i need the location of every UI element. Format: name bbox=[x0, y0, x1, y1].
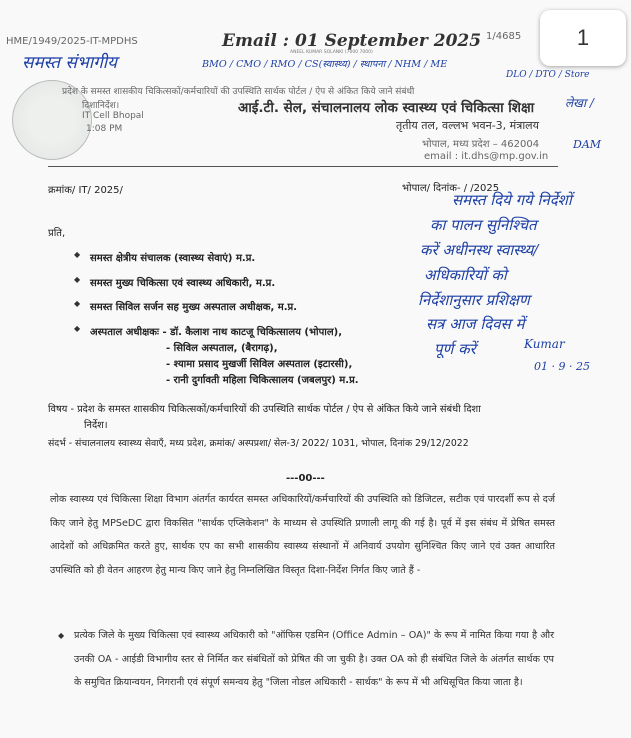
recipient-hospital-head: ◆ अस्पताल अधीक्षकः - डॉ. कैलाश नाथ काटजू चिकित्सालय (भोपाल), bbox=[90, 324, 342, 338]
handwritten-note-5: निर्देशानुसार प्रशिक्षण bbox=[418, 291, 530, 309]
office-name: आई.टी. सेल, संचालनालय लोक स्वास्थ्य एवं चिकित्सा शिक्षा bbox=[238, 100, 535, 116]
time-label: 1:08 PM bbox=[86, 124, 123, 134]
subject-line: विषय - प्रदेश के समस्त शासकीय चिकित्सकों/कर्मचारियों की उपस्थिति सार्थक पोर्टल / ऐप से अंकित किये जाने संबंधी दिशा bbox=[48, 404, 481, 415]
prati-label: प्रति, bbox=[48, 228, 66, 239]
handwritten-accounts: लेखा / bbox=[565, 96, 594, 110]
handwritten-recipients-3: DLO / DTO / Store bbox=[506, 70, 590, 80]
page-number-badge: 1 bbox=[540, 10, 626, 66]
office-address-2: भोपाल, मध्य प्रदेश – 462004 bbox=[422, 139, 540, 150]
reference-code: HME/1949/2025-IT-MPDHS bbox=[6, 36, 138, 47]
subject-line-1: प्रदेश के समस्त शासकीय चिकित्सकों/कर्मचारियों की उपस्थिति सार्थक पोर्टल / ऐप से अंकित किये जाने संबंधी bbox=[62, 87, 415, 97]
handwritten-recipients-2: BMO / CMO / RMO / CS(स्वास्थ्य) / स्थापना / NHM / ME bbox=[202, 59, 448, 70]
recipient-item: ◆ समस्त क्षेत्रीय संचालक (स्वास्थ्य सेवाएं) म.प्र. bbox=[90, 250, 255, 264]
hospital-item: - श्यामा प्रसाद मुखर्जी सिविल अस्पताल (इटारसी), bbox=[166, 359, 353, 370]
letter-number: क्रमांक/ IT/ 2025/ bbox=[48, 185, 123, 196]
handwritten-note-2: का पालन सुनिश्चित bbox=[430, 216, 537, 234]
handwritten-note-1: समस्त दिये गये निर्देशों bbox=[452, 191, 572, 209]
recipient-item: ◆ समस्त सिविल सर्जन सह मुख्य अस्पताल अधीक्षक, म.प्र. bbox=[90, 299, 297, 313]
handwritten-sign-date: 01 · 9 · 25 bbox=[534, 360, 590, 373]
reference-line: संदर्भ - संचालनालय स्वास्थ्य सेवाएँ, मध्य प्रदेश, क्रमांक/ अस्पप्रशा/ सेल-3/ 2022/ 1031, भोपाल, दिनांक 29/12/2022 bbox=[48, 438, 469, 449]
body-paragraph-2: ◆ प्रत्येक जिले के मुख्य चिकित्सा एवं स्वास्थ्य अधिकारी को "ऑफिस एडमिन (Office Admin – OA)" के रूप में नामित किया गया है और उनकी OA - आईडी विभागीय स्तर से निर्मित कर संबंधितों को प्रेषित की जा चुकी है। उक्त OA को ही संबंधित जिले के अंतर्गत सार्थक एप के समुचित क्रियान्वयन, निगरानी एवं संपूर्ण समन्वय हेतु "जिला नोडल अधिकारी - सार्थक" के रूप में भी अधिसूचित किया जाता है। bbox=[74, 624, 554, 695]
handwritten-note-7: पूर्ण करें bbox=[434, 340, 476, 358]
file-number: 1/4685 bbox=[486, 31, 522, 42]
hospital-item: - सिविल अस्पताल, (बैरागढ़), bbox=[166, 343, 278, 354]
handwritten-note-6: सत्र आज दिवस में bbox=[426, 315, 525, 333]
body-paragraph-1: लोक स्वास्थ्य एवं चिकित्सा शिक्षा विभाग अंतर्गत कार्यरत समस्त अधिकारियों/कर्मचारियों की उपस्थिति को डिजिटल, सटीक एवं पारदर्शी रूप से दर्ज किए जाने हेतु MPSeDC द्वारा विकसित "सार्थक एप्लिकेशन" के माध्यम से उपस्थिति प्रणाली लागू की गई है। पूर्व में इस संबंध में प्रेषित समस्त आदेशों को अधिक्रमित करते हुए, सार्थक एप का सभी शासकीय स्वास्थ्य संस्थानों में अनिवार्य उपयोग सुनिश्चित किए जाने एवं उक्त आधारित उपस्थिति को ही वेतन आहरण हेतु मान्य किए जाने हेतु निम्नलिखित विस्तृत दिशा-निर्देश निर्गत किए जाते हैं - bbox=[50, 494, 555, 576]
handwritten-note-4: अधिकारियों को bbox=[424, 266, 507, 284]
header-rule bbox=[48, 166, 558, 167]
recipient-item: ◆ समस्त मुख्य चिकित्सा एवं स्वास्थ्य अधिकारी, म.प्र. bbox=[90, 275, 275, 289]
handwritten-note-3: करें अधीनस्थ स्वास्थ्य/ bbox=[420, 241, 539, 259]
hospital-item: - रानी दुर्गावती महिला चिकित्सालय (जबलपुर) म.प्र. bbox=[166, 375, 359, 386]
handwritten-recipients-1: समस्त संभागीय bbox=[22, 53, 118, 73]
office-email: email : it.dhs@mp.gov.in bbox=[424, 151, 549, 162]
office-address-1: तृतीय तल, वल्लभ भवन-3, मंत्रालय bbox=[396, 119, 540, 132]
email-date: Email : 01 September 2025 bbox=[222, 31, 482, 51]
it-cell-label: IT Cell Bhopal bbox=[82, 111, 144, 121]
handwritten-dam: DAM bbox=[573, 138, 602, 151]
place-date: भोपाल/ दिनांक- / /2025 bbox=[402, 183, 500, 194]
stamp-name: ANEEL KUMAR SOLANKI (7000 7000) bbox=[290, 50, 373, 55]
handwritten-signature: Kumar bbox=[524, 337, 565, 351]
subject-line-cont: निर्देश। bbox=[84, 420, 108, 431]
divider: ---00--- bbox=[286, 473, 325, 484]
subject-line-2: दिशानिर्देश। bbox=[82, 101, 120, 111]
